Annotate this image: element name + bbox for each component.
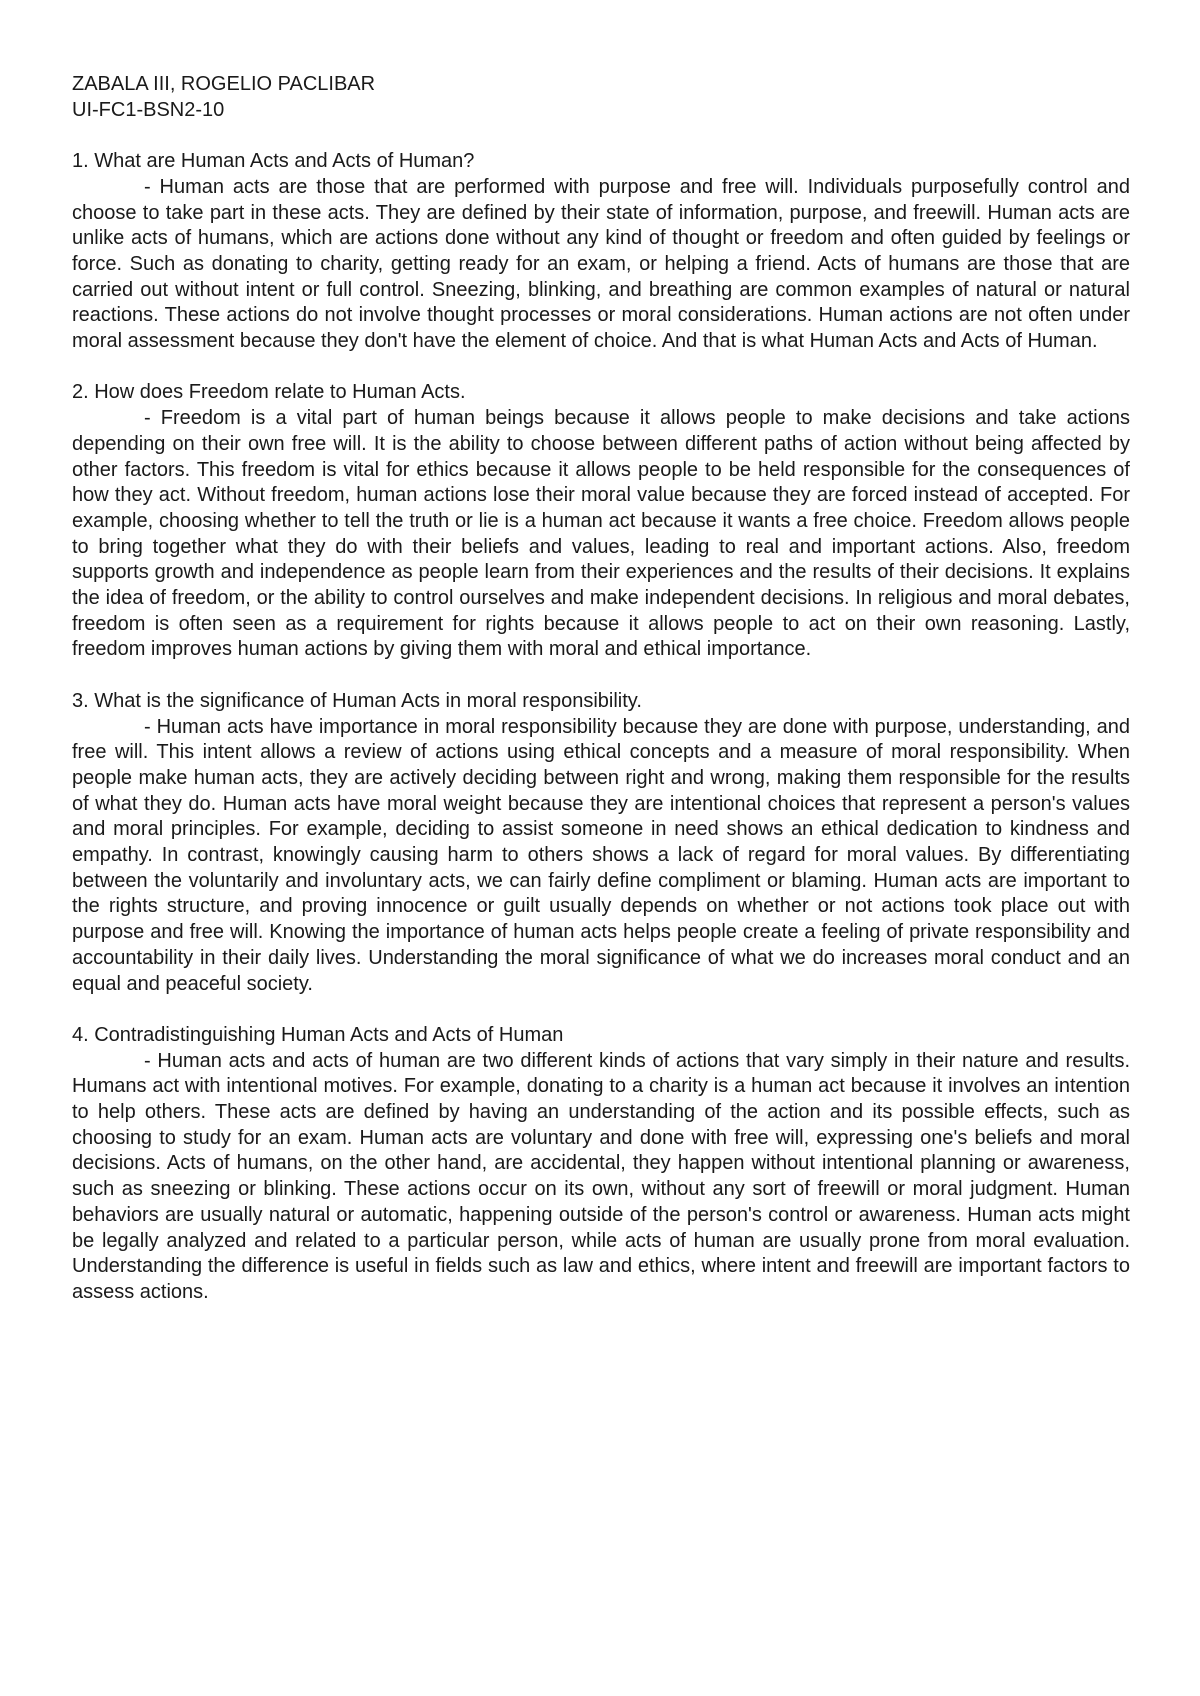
- section-gap: [72, 355, 1130, 381]
- question-2: 2. How does Freedom relate to Human Acts.: [72, 381, 466, 404]
- question-3: 3. What is the significance of Human Acts in moral responsibility.: [72, 689, 642, 712]
- student-name: ZABALA III, ROGELIO PACLIBAR: [72, 73, 376, 95]
- section-3: [72, 689, 1130, 997]
- document-page: [72, 72, 1130, 1306]
- question-1: 1. What are Human Acts and Acts of Human?: [72, 150, 475, 173]
- section-gap: [72, 997, 1130, 1023]
- header-spacer: [72, 123, 1130, 149]
- section-2: [72, 380, 1130, 663]
- student-section: UI-FC1-BSN2-10: [72, 98, 225, 121]
- section-4: [72, 1023, 1130, 1306]
- answer-3: - Human acts have importance in moral responsibility because they are done with purpose, understanding, and free will. This intent allows a review of actions using ethical concepts and a measure of moral responsibility. When people make human acts, they are actively deciding between right and wrong, making them responsible for the results of what they do. Human acts have moral weight because they are intentional choices that represent a person's values and moral principles. For example, deciding to assist someone in need shows an ethical dedication to kindness and empathy. In contrast, knowingly causing harm to others shows a lack of regard for moral values. By differentiating between the voluntarily and involuntary acts, we can fairly define compliment or blaming. Human acts are important to the rights structure, and proving innocence or guilt usually depends on whether or not actions took place out with purpose and free will. Knowing the importance of human acts helps people create a feeling of private responsibility and accountability in their daily lives. Understanding the moral significance of what we do increases moral conduct and an equal and peaceful society.: [72, 715, 1130, 995]
- question-4: 4. Contradistinguishing Human Acts and Acts of Human: [72, 1023, 564, 1046]
- section-1: [72, 149, 1130, 355]
- section-gap: [72, 663, 1130, 689]
- answer-4: - Human acts and acts of human are two different kinds of actions that vary simply in their nature and results. Humans act with intentional motives. For example, donating to a charity is a human act because it involves an intention to help others. These acts are defined by having an understanding of the action and its possible effects, such as choosing to study for an exam. Human acts are voluntary and done with free will, expressing one's beliefs and moral decisions. Acts of humans, on the other hand, are accidental, they happen without intentional planning or awareness, such as sneezing or blinking. These actions occur on its own, without any sort of freewill or moral judgment. Human behaviors are usually natural or automatic, happening outside of the person's control or awareness. Human acts might be legally analyzed and related to a particular person, while acts of human are usually prone from moral evaluation. Understanding the difference is useful in fields such as law and ethics, where intent and freewill are important factors to assess actions.: [72, 1049, 1130, 1303]
- answer-2: - Freedom is a vital part of human beings because it allows people to make decisions and take actions depending on their own free will. It is the ability to choose between different paths of action without being affected by other factors. This freedom is vital for ethics because it allows people to be held responsible for the consequences of how they act. Without freedom, human actions lose their moral value because they are forced instead of accepted. For example, choosing whether to tell the truth or lie is a human act because it wants a free choice. Freedom allows people to bring together what they do with their beliefs and values, leading to real and important actions. Also, freedom supports growth and independence as people learn from their experiences and the results of their decisions. It explains the idea of freedom, or the ability to control ourselves and make independent decisions. In religious and moral debates, freedom is often seen as a requirement for rights because it allows people to act on their own reasoning. Lastly, freedom improves human actions by giving them with moral and ethical importance.: [72, 407, 1130, 661]
- answer-1: - Human acts are those that are performed with purpose and free will. Individuals purposefully control and choose to take part in these acts. They are defined by their state of information, purpose, and freewill. Human acts are unlike acts of humans, which are actions done without any kind of thought or freedom and often guided by feelings or force. Such as donating to charity, getting ready for an exam, or helping a friend. Acts of humans are those that are carried out without intent or full control. Sneezing, blinking, and breathing are common examples of natural or natural reactions. These actions do not involve thought processes or moral considerations. Human actions are not often under moral assessment because they don't have the element of choice. And that is what Human Acts and Acts of Human.: [72, 175, 1130, 353]
